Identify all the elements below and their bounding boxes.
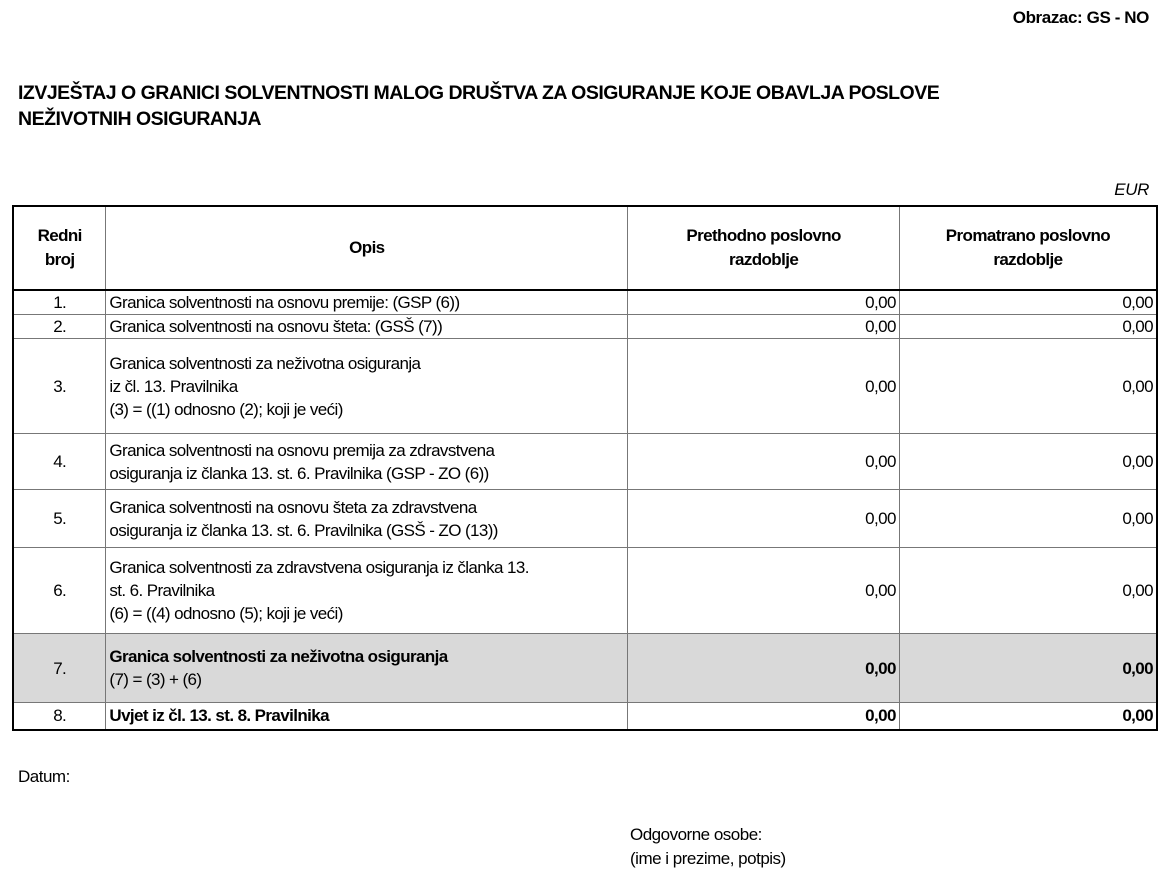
current-period-value: 0,00: [899, 703, 1157, 730]
column-header-desc: Opis: [106, 206, 628, 290]
currency-label: EUR: [1114, 180, 1149, 199]
prev-period-value: 0,00: [628, 339, 900, 434]
current-period-value: 0,00: [899, 290, 1157, 315]
page-title: [18, 80, 1118, 132]
description-line: Uvjet iz čl. 13. st. 8. Pravilnika: [109, 706, 329, 726]
form-code: Obrazac: GS - NO: [1012, 8, 1149, 27]
prev-period-value: 0,00: [628, 548, 900, 634]
description-line: (3) = ((1) odnosno (2); koji je veći): [109, 399, 343, 419]
current-period-value: 0,00: [899, 548, 1157, 634]
description-line: osiguranja iz članka 13. st. 6. Pravilnika (GSŠ - ZO (13)): [109, 520, 498, 540]
row-description: [106, 634, 628, 703]
prev-period-value: 0,00: [628, 634, 900, 703]
column-header-no: [13, 206, 106, 290]
table-row: [13, 490, 1157, 548]
description-line: Granica solventnosti za neživotna osiguranja: [109, 353, 421, 373]
current-period-value: 0,00: [899, 434, 1157, 490]
prev-period-value: 0,00: [628, 315, 900, 339]
description-line: (7) = (3) + (6): [109, 670, 202, 689]
description-line: Granica solventnosti na osnovu premija za zdravstvena: [109, 440, 495, 460]
solvency-table: [12, 205, 1158, 731]
description-line: Granica solventnosti za neživotna osiguranja: [109, 647, 448, 666]
header-text: razdoblje: [728, 250, 799, 269]
description-line: osiguranja iz članka 13. st. 6. Pravilnika (GSP - ZO (6)): [109, 463, 489, 483]
row-number: 3.: [13, 339, 106, 434]
prev-period-value: 0,00: [628, 703, 900, 730]
current-period-value: 0,00: [899, 490, 1157, 548]
description-line: Granica solventnosti na osnovu šteta za zdravstvena: [109, 497, 477, 517]
table-header-row: [13, 206, 1157, 290]
description-line: (6) = ((4) odnosno (5); koji je veći): [109, 604, 343, 623]
column-header-prev: [628, 206, 900, 290]
description-line: iz čl. 13. Pravilnika: [109, 376, 238, 396]
header-text: Promatrano poslovno: [945, 226, 1111, 245]
table-row: [13, 434, 1157, 490]
row-description: [106, 290, 628, 315]
row-number: 8.: [13, 703, 106, 730]
title-line-1: IZVJEŠTAJ O GRANICI SOLVENTNOSTI MALOG DRUŠTVA ZA OSIGURANJE KOJE OBAVLJA POSLOVE: [18, 82, 940, 104]
row-description: [106, 434, 628, 490]
header-text: Redni: [37, 226, 82, 245]
description-line: Granica solventnosti na osnovu šteta: (GSŠ (7)): [109, 317, 443, 336]
prev-period-value: 0,00: [628, 490, 900, 548]
current-period-value: 0,00: [899, 339, 1157, 434]
row-number: 7.: [13, 634, 106, 703]
responsible-hint: (ime i prezime, potpis): [630, 849, 786, 868]
header-text: broj: [44, 250, 75, 269]
prev-period-value: 0,00: [628, 434, 900, 490]
row-number: 1.: [13, 290, 106, 315]
table-row: [13, 339, 1157, 434]
row-description: [106, 703, 628, 730]
current-period-value: 0,00: [899, 634, 1157, 703]
column-header-curr: [899, 206, 1157, 290]
title-line-2: NEŽIVOTNIH OSIGURANJA: [18, 108, 262, 130]
row-description: [106, 315, 628, 339]
description-line: Granica solventnosti za zdravstvena osiguranja iz članka 13.: [109, 558, 529, 577]
row-description: [106, 548, 628, 634]
responsible-label: Odgovorne osobe:: [630, 825, 762, 844]
header-text: razdoblje: [993, 250, 1063, 269]
prev-period-value: 0,00: [628, 290, 900, 315]
row-description: [106, 339, 628, 434]
responsible-persons: [630, 823, 786, 871]
description-line: st. 6. Pravilnika: [109, 581, 215, 600]
table-row: [13, 290, 1157, 315]
row-number: 4.: [13, 434, 106, 490]
table-row: [13, 315, 1157, 339]
current-period-value: 0,00: [899, 315, 1157, 339]
row-number: 5.: [13, 490, 106, 548]
table-row: [13, 703, 1157, 730]
table-row: [13, 634, 1157, 703]
row-description: [106, 490, 628, 548]
date-label: Datum:: [18, 767, 70, 786]
header-text: Prethodno poslovno: [686, 226, 841, 245]
table-row: [13, 548, 1157, 634]
row-number: 2.: [13, 315, 106, 339]
description-line: Granica solventnosti na osnovu premije: (GSP (6)): [109, 293, 460, 312]
row-number: 6.: [13, 548, 106, 634]
